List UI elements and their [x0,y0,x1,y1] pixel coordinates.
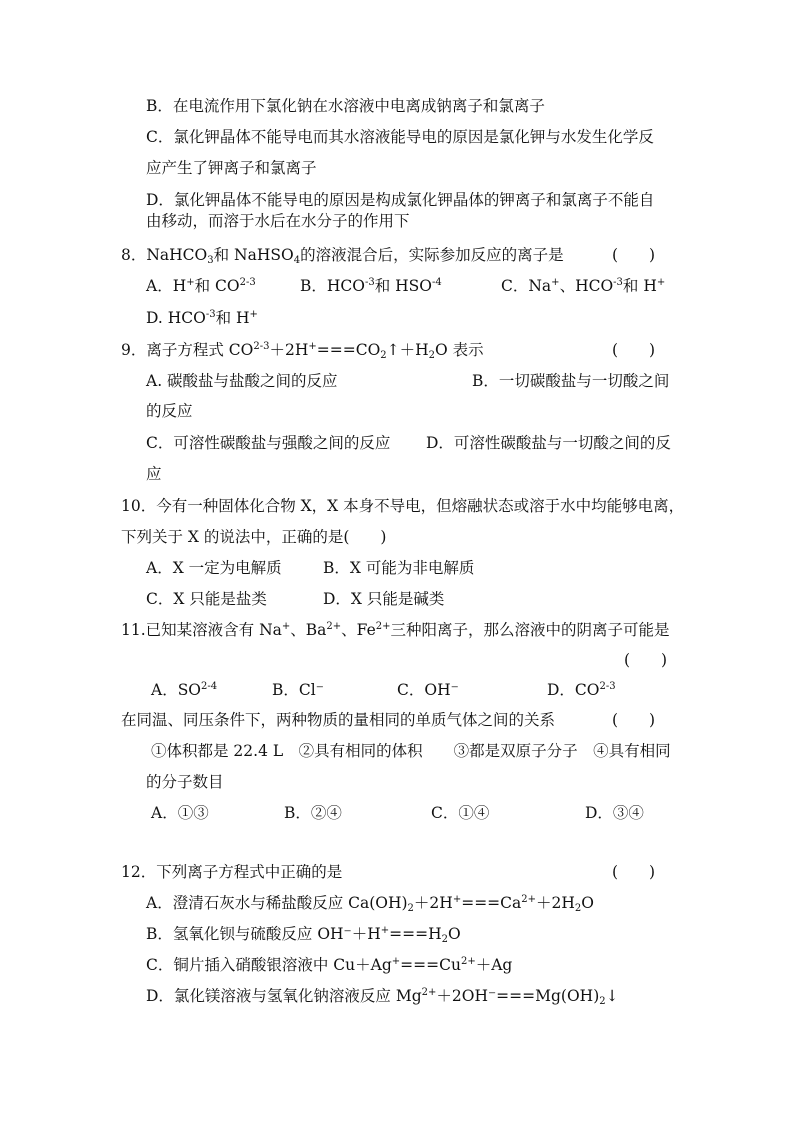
q11-option-d: D．CO$^{2-3}$ [547,681,616,699]
q11-answer-paren: ( ) [624,651,668,669]
q7-option-c-line1: C．氯化钾晶体不能导电而其水溶液能导电的原因是氯化钾与水发生化学反 [146,128,654,146]
q12-stem: 12．下列离子方程式中正确的是 [121,863,343,881]
q12-option-c: C．铜片插入硝酸银溶液中 $Cu+Ag^+===Cu^{2+}+Ag$ [146,956,513,974]
gas-question-answer-paren: ( ) [612,711,656,729]
q12-answer-paren: ( ) [612,863,656,881]
q9-option-b-line2: 的反应 [146,402,193,420]
gas-question-option-b: B．②④ [284,804,342,822]
q8-option-d: D. $HCO^{-3}$和 H+ [146,309,258,327]
q9-option-d-line2: 应 [146,465,162,483]
q10-option-a: A．X 一定为电解质 [146,559,282,577]
q12-option-b: B．氢氧化钡与硫酸反应 $OH^-+H^+===H_2O$ [146,925,461,945]
q8-option-b: B．$HCO^{-3}$和 $HSO^{-4}$ [300,277,442,295]
q9-option-c: C．可溶性碳酸盐与强酸之间的反应 [146,434,391,452]
q11-stem: 11.已知某溶液含有 Na+、$Ba^{2+}$、$Fe^{2+}$三种阳离子，那么溶液中的阴离子可能是 [121,621,670,639]
q10-stem-line1: 10．今有一种固体化合物 X，X 本身不导电，但熔融状态或溶于水中均能够电离， [121,497,685,515]
q11-option-b: B．Cl⁻ [272,681,324,699]
q9-answer-paren: ( ) [612,341,656,359]
q10-stem-line2: 下列关于 X 的说法中，正确的是( ) [121,528,387,546]
gas-question-stem: 在同温、同压条件下，两种物质的量相同的单质气体之间的关系 [121,711,556,729]
q8-answer-paren: ( ) [612,246,656,264]
q7-option-d-line2: 由移动，而溶于水后在水分子的作用下 [146,212,410,230]
q7-option-b: B．在电流作用下氯化钠在水溶液中电离成钠离子和氯离子 [146,97,545,115]
q9-option-b-line1: B．一切碳酸盐与一切酸之间 [472,372,670,390]
q9-option-d-line1: D．可溶性碳酸盐与一切酸之间的反 [426,434,671,452]
q10-option-b: B．X 可能为非电解质 [323,559,475,577]
q10-option-c: C．X 只能是盐类 [146,590,267,608]
q9-stem: 9．离子方程式 $CO^{2-3}+2H^+===CO_2↑+H_2O$ 表示 [121,341,484,361]
q11-option-c: C．OH⁻ [397,681,459,699]
q11-option-a: A．SO$^{2-4}$ [151,681,218,699]
q12-option-a: A．澄清石灰水与稀盐酸反应 $Ca(OH)_2+2H^+===Ca^{2+}+2H_2O$ [146,894,594,914]
q8-option-c: C．Na+、$HCO^{-3}$和 H+ [501,277,666,295]
gas-question-option-a: A．①③ [151,804,209,822]
gas-question-statements-line2: 的分子数目 [146,773,224,791]
q8-stem: 8．NaHCO$_3$和 NaHSO$_4$的溶液混合后，实际参加反应的离子是 [121,246,564,266]
q12-option-d: D．氯化镁溶液与氢氧化钠溶液反应 $Mg^{2+}+2OH^-===Mg(OH)_2↓$ [146,987,619,1007]
q10-option-d: D．X 只能是碱类 [323,590,445,608]
gas-question-option-d: D．③④ [585,804,644,822]
q7-option-d-line1: D．氯化钾晶体不能导电的原因是构成氯化钾晶体的钾离子和氯离子不能自 [146,191,655,209]
gas-question-statements-line1: ①体积都是 22.4 L ②具有相同的体积 ③都是双原子分子 ④具有相同 [151,742,671,760]
q7-option-c-line2: 应产生了钾离子和氯离子 [146,159,317,177]
q9-option-a: A. 碳酸盐与盐酸之间的反应 [146,372,338,390]
gas-question-option-c: C．①④ [431,804,490,822]
q8-option-a: A．H+和 CO$^{2-3}$ [146,277,256,295]
